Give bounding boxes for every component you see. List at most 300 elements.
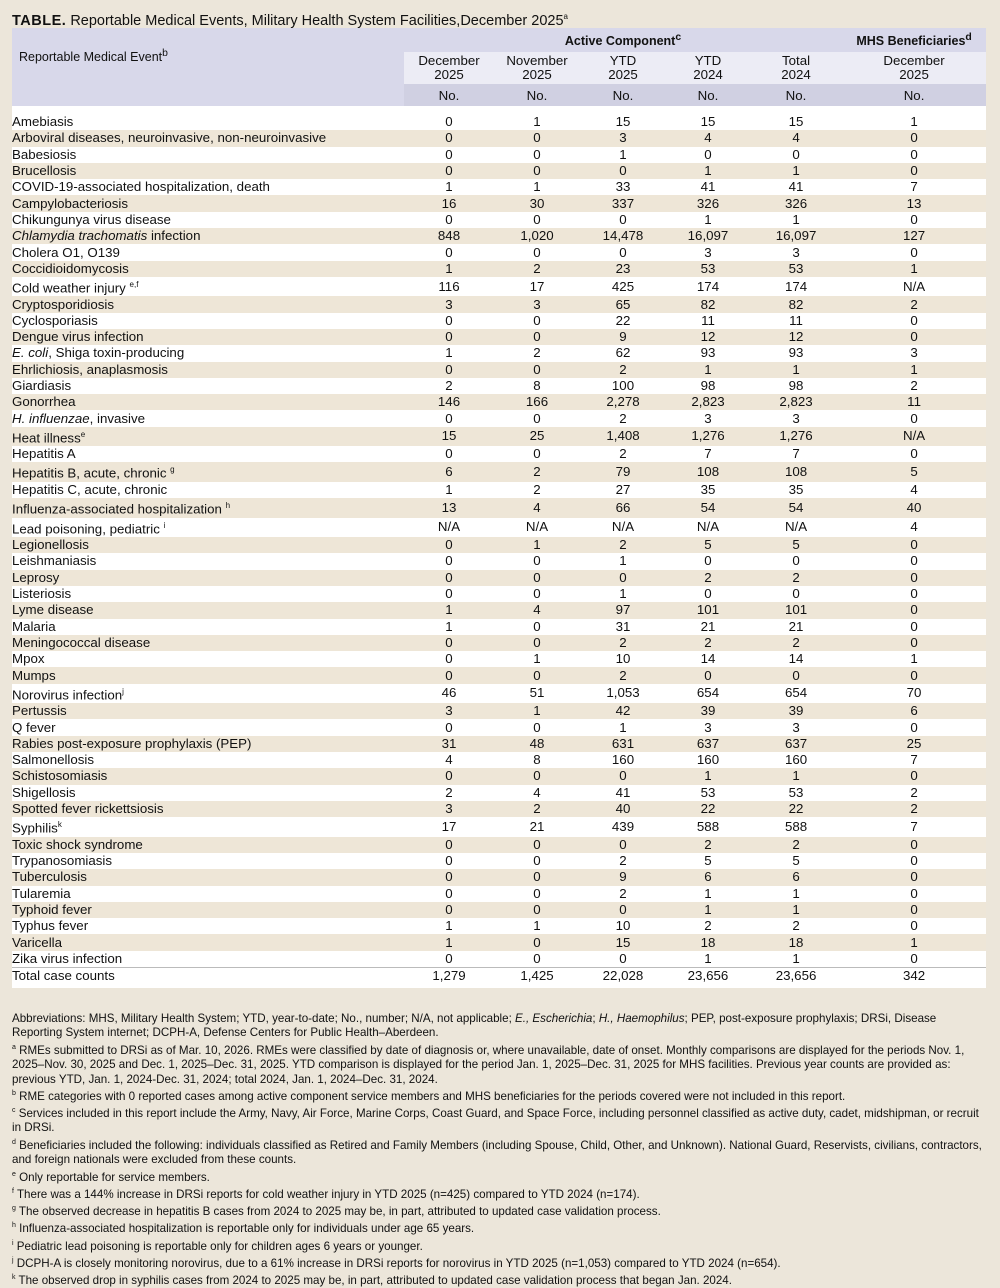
count-cell: 35: [666, 482, 750, 498]
count-cell: 48: [494, 736, 580, 752]
table-row: [12, 518, 986, 537]
count-cell: 1: [404, 934, 494, 950]
count-cell: 0: [842, 853, 986, 869]
count-cell: 0: [494, 553, 580, 569]
total-cell: 22,028: [580, 968, 666, 985]
count-cell: 637: [666, 736, 750, 752]
count-cell: 53: [666, 785, 750, 801]
count-cell: 1,276: [750, 427, 842, 446]
count-cell: 0: [842, 719, 986, 735]
count-cell: 53: [750, 261, 842, 277]
count-cell: 1: [666, 362, 750, 378]
count-cell: 0: [494, 951, 580, 968]
count-cell: 2: [580, 446, 666, 462]
count-cell: 6: [404, 462, 494, 481]
count-cell: 5: [750, 853, 842, 869]
header-active-component: Active Component$^c$: [404, 28, 842, 52]
count-cell: 1: [666, 163, 750, 179]
count-cell: 79: [580, 462, 666, 481]
count-cell: 21: [666, 619, 750, 635]
column-header: November 2025: [494, 52, 580, 84]
count-cell: 0: [580, 163, 666, 179]
count-cell: 1: [842, 362, 986, 378]
table-row: [12, 244, 986, 260]
count-cell: 1: [750, 951, 842, 968]
count-cell: 2: [666, 918, 750, 934]
total-cell: 1,425: [494, 968, 580, 985]
count-cell: 11: [750, 313, 842, 329]
count-cell: N/A: [494, 518, 580, 537]
count-cell: 0: [494, 619, 580, 635]
count-cell: 1: [750, 902, 842, 918]
count-cell: 5: [666, 853, 750, 869]
event-name: Tularemia: [12, 886, 404, 902]
table-row: [12, 918, 986, 934]
column-header: December 2025: [842, 52, 986, 84]
count-cell: 0: [842, 619, 986, 635]
count-cell: 0: [494, 886, 580, 902]
count-cell: 2: [580, 537, 666, 553]
count-cell: 25: [842, 736, 986, 752]
table-label: TABLE.: [12, 12, 67, 29]
count-cell: 17: [404, 817, 494, 836]
count-cell: 54: [750, 498, 842, 517]
count-cell: 0: [494, 635, 580, 651]
table-row: [12, 147, 986, 163]
count-cell: 0: [404, 362, 494, 378]
table-row: [12, 951, 986, 968]
count-cell: 2: [404, 785, 494, 801]
table-title-text: Reportable Medical Events, Military Health System Facilities,December 2025: [70, 12, 564, 29]
event-name: Meningococcal disease: [12, 635, 404, 651]
table-title: [12, 8, 988, 28]
count-cell: 2: [580, 853, 666, 869]
count-cell: 425: [580, 277, 666, 296]
event-name: Gonorrhea: [12, 394, 404, 410]
event-name: Influenza-associated hospitalization $^h$: [12, 498, 404, 517]
count-cell: 160: [580, 752, 666, 768]
count-cell: 166: [494, 394, 580, 410]
rme-table: [12, 28, 986, 988]
count-cell: 2: [494, 462, 580, 481]
footnote: $^a$ RMEs submitted to DRSi as of Mar. 10, 2026. RMEs were classified by date of diagnosis or, where unavailable, date of onset. Monthly comparisons are displayed for the periods Nov. 1, 2025–Nov. 30, 2025 and Dec. 1, 2025–Dec. 31, 2025. YTD comparison is displayed for the period Jan. 1, 2025–Dec. 31, 2025 for MHS facilities. Previous year counts are provided as: previous YTD, Jan. 1, 2024-Dec. 31, 2024; total 2024, Jan. 1, 2024–Dec. 31, 2024.: [12, 1043, 965, 1086]
count-cell: 0: [404, 719, 494, 735]
count-cell: 1: [580, 586, 666, 602]
table-row: [12, 329, 986, 345]
count-cell: 326: [666, 195, 750, 211]
count-cell: 0: [842, 244, 986, 260]
table-row: [12, 752, 986, 768]
event-name: Tuberculosis: [12, 869, 404, 885]
event-name: Cryptosporidiosis: [12, 296, 404, 312]
table-row: [12, 228, 986, 244]
count-cell: N/A: [404, 518, 494, 537]
event-name: Listeriosis: [12, 586, 404, 602]
count-cell: 0: [750, 147, 842, 163]
table-body: [12, 114, 986, 988]
count-cell: 0: [842, 602, 986, 618]
event-name: Lyme disease: [12, 602, 404, 618]
count-cell: 0: [494, 934, 580, 950]
count-cell: 1: [494, 179, 580, 195]
count-cell: 5: [666, 537, 750, 553]
count-cell: 0: [404, 329, 494, 345]
table-row: [12, 394, 986, 410]
count-cell: 0: [494, 768, 580, 784]
count-cell: 174: [666, 277, 750, 296]
table-row: [12, 446, 986, 462]
count-cell: 1: [404, 482, 494, 498]
count-cell: 0: [842, 951, 986, 968]
count-cell: N/A: [666, 518, 750, 537]
count-cell: 0: [494, 837, 580, 853]
table-row: [12, 886, 986, 902]
count-cell: 10: [580, 918, 666, 934]
count-cell: 100: [580, 378, 666, 394]
count-cell: 1: [666, 886, 750, 902]
count-cell: 0: [494, 586, 580, 602]
count-cell: 70: [842, 684, 986, 703]
count-cell: 1: [404, 179, 494, 195]
count-cell: 0: [842, 886, 986, 902]
count-cell: 54: [666, 498, 750, 517]
event-name: Toxic shock syndrome: [12, 837, 404, 853]
table-row: [12, 684, 986, 703]
count-cell: 2: [750, 837, 842, 853]
count-cell: 0: [842, 902, 986, 918]
count-cell: 2: [750, 635, 842, 651]
footnote: $^h$ Influenza-associated hospitalization is reportable only for individuals under age 65 years.: [12, 1222, 475, 1236]
count-cell: 0: [842, 410, 986, 426]
count-cell: 0: [404, 667, 494, 683]
table-title-sup: a: [563, 12, 568, 21]
count-cell: 82: [750, 296, 842, 312]
total-cell: 1,279: [404, 968, 494, 985]
table-row: [12, 277, 986, 296]
total-cell: 342: [842, 968, 986, 985]
count-cell: 2: [842, 378, 986, 394]
count-cell: 65: [580, 296, 666, 312]
count-cell: 1: [580, 147, 666, 163]
count-cell: 1: [494, 114, 580, 130]
total-row: [12, 968, 986, 985]
event-name: Spotted fever rickettsiosis: [12, 801, 404, 817]
count-cell: 2: [666, 837, 750, 853]
table-row: [12, 837, 986, 853]
count-cell: 0: [404, 537, 494, 553]
unit-header: No.: [580, 84, 666, 106]
count-cell: 1,053: [580, 684, 666, 703]
event-name: Dengue virus infection: [12, 329, 404, 345]
count-cell: 2: [404, 378, 494, 394]
count-cell: 2: [842, 785, 986, 801]
unit-header: No.: [750, 84, 842, 106]
count-cell: 3: [842, 345, 986, 361]
event-name: Hepatitis A: [12, 446, 404, 462]
count-cell: 1: [842, 651, 986, 667]
count-cell: 174: [750, 277, 842, 296]
count-cell: 0: [404, 410, 494, 426]
count-cell: 0: [750, 667, 842, 683]
count-cell: 1: [494, 918, 580, 934]
column-header: Total 2024: [750, 52, 842, 84]
table-row: [12, 651, 986, 667]
column-header: YTD 2025: [580, 52, 666, 84]
event-name: Chikungunya virus disease: [12, 212, 404, 228]
header-event: Reportable Medical Event$^b$: [12, 28, 404, 84]
count-cell: 3: [404, 801, 494, 817]
unit-header: No.: [666, 84, 750, 106]
count-cell: 0: [494, 244, 580, 260]
unit-header: No.: [404, 84, 494, 106]
table-row: [12, 934, 986, 950]
count-cell: 160: [750, 752, 842, 768]
count-cell: 18: [666, 934, 750, 950]
count-cell: 0: [404, 951, 494, 968]
count-cell: 9: [580, 869, 666, 885]
count-cell: 0: [494, 446, 580, 462]
event-name: Varicella: [12, 934, 404, 950]
event-name: Legionellosis: [12, 537, 404, 553]
event-name: Typhoid fever: [12, 902, 404, 918]
count-cell: 2: [842, 296, 986, 312]
count-cell: 93: [750, 345, 842, 361]
event-name: Hepatitis B, acute, chronic $^g$: [12, 462, 404, 481]
footnote: Abbreviations: MHS, Military Health System; YTD, year-to-date; No., number; N/A, not applicable; E., Escherichia; H., Haemophilus; PEP, post-exposure prophylaxis; DRSi, Disease Reporting System internet; DCPH-A, Defense Centers for Public Health–Aberdeen.: [12, 1012, 937, 1040]
count-cell: 0: [494, 853, 580, 869]
count-cell: 0: [404, 586, 494, 602]
table-row: [12, 570, 986, 586]
count-cell: 98: [750, 378, 842, 394]
event-name: Hepatitis C, acute, chronic: [12, 482, 404, 498]
count-cell: 22: [580, 313, 666, 329]
column-header: December 2025: [404, 52, 494, 84]
count-cell: 4: [750, 130, 842, 146]
count-cell: 2,823: [666, 394, 750, 410]
event-name: Giardiasis: [12, 378, 404, 394]
total-label: Total case counts: [12, 968, 404, 985]
footnote: $^c$ Services included in this report include the Army, Navy, Air Force, Marine Corps, Coast Guard, and Space Force, including personnel classified as active duty, cadet, midshipman, or recruit in DRSi.: [12, 1107, 979, 1135]
column-header: YTD 2024: [666, 52, 750, 84]
count-cell: 2: [666, 635, 750, 651]
event-name: E. coli, Shiga toxin-producing: [12, 345, 404, 361]
unit-header: No.: [494, 84, 580, 106]
count-cell: 1: [666, 902, 750, 918]
event-name: Typhus fever: [12, 918, 404, 934]
count-cell: 0: [580, 212, 666, 228]
table-row: [12, 114, 986, 130]
count-cell: 0: [750, 553, 842, 569]
count-cell: 1: [404, 345, 494, 361]
count-cell: 16,097: [750, 228, 842, 244]
count-cell: 13: [404, 498, 494, 517]
table-row: [12, 902, 986, 918]
event-name: Babesiosis: [12, 147, 404, 163]
count-cell: 0: [494, 212, 580, 228]
count-cell: 27: [580, 482, 666, 498]
count-cell: 31: [404, 736, 494, 752]
count-cell: 97: [580, 602, 666, 618]
table-row: [12, 869, 986, 885]
count-cell: 0: [494, 163, 580, 179]
event-name: Mpox: [12, 651, 404, 667]
table-row: [12, 179, 986, 195]
count-cell: 0: [404, 147, 494, 163]
count-cell: 0: [666, 147, 750, 163]
count-cell: 0: [404, 902, 494, 918]
count-cell: 0: [580, 902, 666, 918]
count-cell: 654: [750, 684, 842, 703]
count-cell: 2: [580, 362, 666, 378]
table-row: [12, 345, 986, 361]
count-cell: 0: [842, 537, 986, 553]
table-row: [12, 296, 986, 312]
count-cell: 2: [842, 801, 986, 817]
count-cell: 8: [494, 752, 580, 768]
count-cell: 25: [494, 427, 580, 446]
count-cell: 0: [580, 768, 666, 784]
count-cell: 2: [580, 635, 666, 651]
count-cell: 5: [750, 537, 842, 553]
count-cell: 3: [404, 296, 494, 312]
table-row: [12, 719, 986, 735]
count-cell: 15: [750, 114, 842, 130]
count-cell: 1: [666, 951, 750, 968]
count-cell: 0: [580, 951, 666, 968]
event-name: Zika virus infection: [12, 951, 404, 968]
count-cell: 0: [842, 869, 986, 885]
count-cell: 21: [494, 817, 580, 836]
count-cell: 22: [666, 801, 750, 817]
table-row: [12, 703, 986, 719]
table-row: [12, 378, 986, 394]
event-name: Leishmaniasis: [12, 553, 404, 569]
count-cell: 0: [842, 768, 986, 784]
footnote: $^k$ The observed drop in syphilis cases from 2024 to 2025 may be, in part, attributed to updated case validation process that began Jan. 2024.: [12, 1273, 732, 1287]
count-cell: 0: [404, 313, 494, 329]
count-cell: 3: [750, 719, 842, 735]
event-name: Campylobacteriosis: [12, 195, 404, 211]
count-cell: 0: [494, 902, 580, 918]
count-cell: 82: [666, 296, 750, 312]
count-cell: 1: [666, 768, 750, 784]
count-cell: 0: [404, 446, 494, 462]
count-cell: 326: [750, 195, 842, 211]
count-cell: 11: [666, 313, 750, 329]
count-cell: 2: [494, 482, 580, 498]
count-cell: 0: [842, 446, 986, 462]
count-cell: 0: [404, 244, 494, 260]
count-cell: 16,097: [666, 228, 750, 244]
count-cell: 0: [494, 719, 580, 735]
count-cell: 7: [842, 179, 986, 195]
count-cell: 0: [404, 130, 494, 146]
count-cell: 0: [666, 667, 750, 683]
count-cell: 631: [580, 736, 666, 752]
count-cell: 5: [842, 462, 986, 481]
count-cell: 0: [580, 837, 666, 853]
table-row: [12, 261, 986, 277]
table-row: [12, 785, 986, 801]
count-cell: 0: [404, 163, 494, 179]
footnote: $^i$ Pediatric lead poisoning is reportable only for children ages 6 years or younger.: [12, 1239, 423, 1253]
count-cell: 14: [750, 651, 842, 667]
count-cell: 66: [580, 498, 666, 517]
count-cell: 2: [750, 570, 842, 586]
count-cell: 6: [666, 869, 750, 885]
count-cell: 0: [494, 329, 580, 345]
count-cell: 7: [750, 446, 842, 462]
count-cell: 1: [842, 934, 986, 950]
count-cell: 101: [750, 602, 842, 618]
count-cell: 12: [750, 329, 842, 345]
count-cell: 4: [404, 752, 494, 768]
count-cell: 9: [580, 329, 666, 345]
count-cell: 3: [750, 410, 842, 426]
table-row: [12, 410, 986, 426]
count-cell: 0: [404, 768, 494, 784]
count-cell: 41: [580, 785, 666, 801]
count-cell: 6: [750, 869, 842, 885]
count-cell: 21: [750, 619, 842, 635]
count-cell: 0: [842, 667, 986, 683]
table-row: [12, 427, 986, 446]
count-cell: 62: [580, 345, 666, 361]
count-cell: 2: [580, 667, 666, 683]
count-cell: 1: [404, 619, 494, 635]
count-cell: 0: [494, 313, 580, 329]
count-cell: 0: [404, 651, 494, 667]
count-cell: 0: [580, 244, 666, 260]
count-cell: 41: [666, 179, 750, 195]
count-cell: 13: [842, 195, 986, 211]
count-cell: 1: [494, 537, 580, 553]
footnote: $^e$ Only reportable for service members.: [12, 1170, 210, 1184]
count-cell: N/A: [842, 277, 986, 296]
count-cell: 1: [494, 703, 580, 719]
count-cell: 0: [842, 553, 986, 569]
count-cell: 146: [404, 394, 494, 410]
count-cell: 1: [750, 212, 842, 228]
count-cell: 0: [842, 329, 986, 345]
count-cell: 0: [494, 362, 580, 378]
count-cell: 0: [842, 837, 986, 853]
count-cell: 0: [404, 853, 494, 869]
count-cell: 39: [750, 703, 842, 719]
event-name: H. influenzae, invasive: [12, 410, 404, 426]
count-cell: 0: [404, 212, 494, 228]
event-name: Syphilis$^k$: [12, 817, 404, 836]
count-cell: 0: [404, 553, 494, 569]
count-cell: 2: [580, 886, 666, 902]
total-cell: 23,656: [666, 968, 750, 985]
count-cell: 3: [580, 130, 666, 146]
count-cell: 2: [580, 410, 666, 426]
count-cell: 23: [580, 261, 666, 277]
count-cell: 3: [404, 703, 494, 719]
count-cell: 160: [666, 752, 750, 768]
event-name: Amebiasis: [12, 114, 404, 130]
count-cell: 3: [666, 719, 750, 735]
count-cell: 2: [666, 570, 750, 586]
event-name: COVID-19-associated hospitalization, death: [12, 179, 404, 195]
event-name: Leprosy: [12, 570, 404, 586]
count-cell: N/A: [842, 427, 986, 446]
table-row: [12, 768, 986, 784]
count-cell: 40: [842, 498, 986, 517]
unit-header: No.: [842, 84, 986, 106]
footnote: $^f$ There was a 144% increase in DRSi reports for cold weather injury in YTD 2025 (n=425) compared to YTD 2024 (n=174).: [12, 1187, 640, 1201]
